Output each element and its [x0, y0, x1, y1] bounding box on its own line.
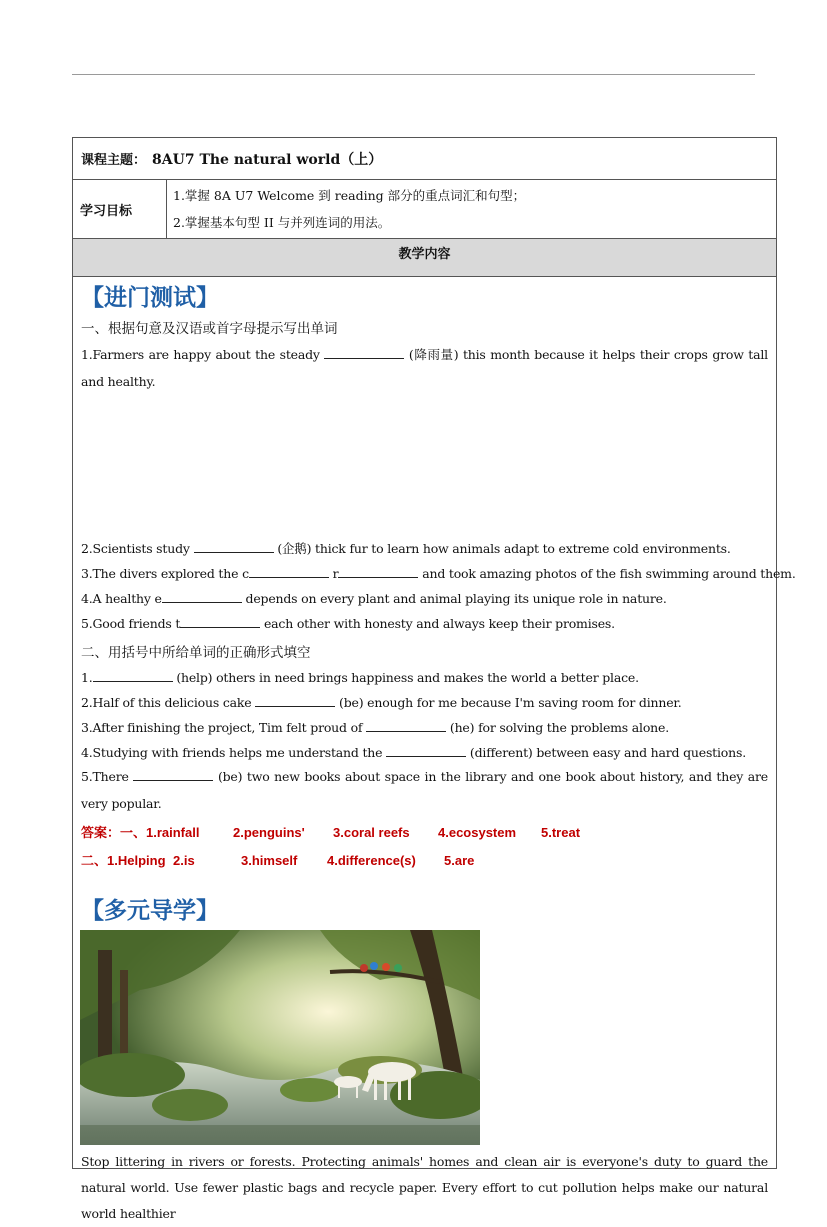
answer-blank[interactable] [194, 541, 274, 553]
answer-blank[interactable] [255, 695, 335, 707]
forest-stream-deer-image [80, 930, 480, 1145]
answer-key-line-1: 答案：一、1.rainfall 2.penguins' 3.coral reefs 4.ecosystem 5.treat [81, 825, 581, 840]
question-1-1: 1.Farmers are happy about the steady (降雨量) this month because it helps their crops grow tall and healthy. [81, 347, 768, 389]
question-1-5: 5.Good friends t each other with honesty and always keep their promises. [81, 616, 615, 631]
question-2-5: 5.There (be) two new books about space in the library and one book about history, and they are very popular. [81, 769, 769, 811]
answer-blank[interactable] [366, 720, 446, 732]
answer-blank[interactable] [249, 566, 329, 578]
topic-label: 课程主题： [81, 153, 147, 168]
answer-blank[interactable] [324, 347, 404, 359]
section-title-entry-test: 【进门测试】 [81, 285, 219, 311]
goal-item: 2.掌握基本句型 II 与并列连词的用法。 [173, 215, 391, 230]
part2-heading: 二、用括号中所给单词的正确形式填空 [81, 645, 311, 661]
question-1-2: 2.Scientists study (企鹅) thick fur to learn how animals adapt to extreme cold environments. [81, 541, 731, 556]
question-1-4: 4.A healthy e depends on every plant and animal playing its unique role in nature. [81, 591, 667, 606]
header-rule [72, 74, 755, 75]
answer-blank[interactable] [93, 670, 173, 682]
content-header: 教学内容 [73, 239, 776, 277]
question-1-3: 3.The divers explored the c r and took amazing photos of the fish swimming around them. [81, 566, 796, 581]
topic-row [73, 138, 776, 180]
answer-blank[interactable] [180, 616, 260, 628]
answer-key-line-2: 二、1.Helping 2.is 3.himself 4.difference(s) 5.are [81, 853, 475, 868]
content-body [73, 277, 796, 1221]
section-title-guided-learning: 【多元导学】 [81, 898, 219, 924]
answer-blank[interactable] [338, 566, 418, 578]
question-2-2: 2.Half of this delicious cake (be) enough for me because I'm saving room for dinner. [81, 695, 682, 710]
reading-passage: Stop littering in rivers or forests. Protecting animals' homes and clean air is everyone's duty to guard the natural world. Use fewer plastic bags and recycle paper. Every effort to cut pollution helps make our natural world healthier [81, 1154, 768, 1221]
lesson-table [72, 137, 796, 1221]
answer-blank[interactable] [162, 591, 242, 603]
goal-item: 1.掌握 8A U7 Welcome 到 reading 部分的重点词汇和句型； [173, 188, 526, 203]
question-2-3: 3.After finishing the project, Tim felt proud of (he) for solving the problems alone. [81, 720, 669, 735]
question-2-1: 1. (help) others in need brings happiness and makes the world a better place. [81, 670, 639, 685]
goals-row [73, 180, 776, 239]
answer-blank[interactable] [386, 745, 466, 757]
answer-blank[interactable] [133, 769, 213, 781]
goals-label: 学习目标 [73, 180, 167, 238]
part1-heading: 一、根据句意及汉语或首字母提示写出单词 [81, 321, 338, 337]
topic-value: 8AU7 The natural world（上） [152, 151, 383, 168]
goals-list [167, 180, 525, 238]
question-2-4: 4.Studying with friends helps me understand the (different) between easy and hard questions. [81, 745, 746, 760]
